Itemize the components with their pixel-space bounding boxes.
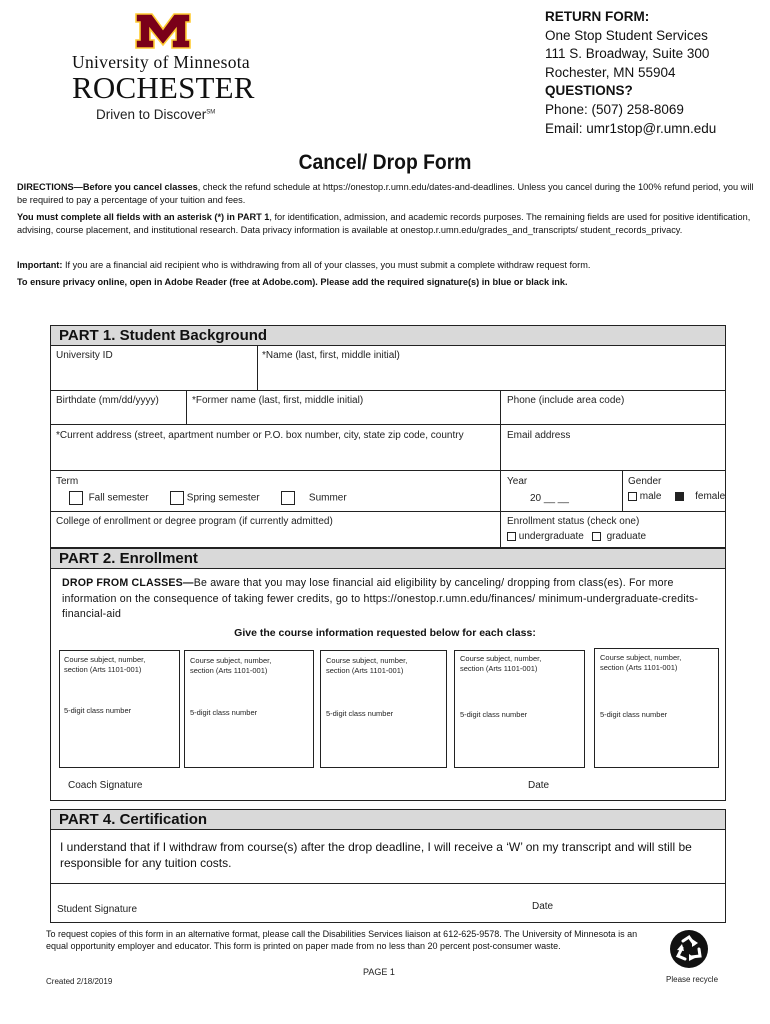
gender-label: Gender [628, 476, 662, 487]
contact-email: Email: umr1stop@r.umn.edu [545, 120, 717, 136]
page-title: Cancel/ Drop Form [298, 151, 472, 174]
university-id-field[interactable] [50, 345, 258, 391]
former-name-label: *Former name (last, first, middle initial) [192, 395, 364, 406]
course-box-1[interactable] [59, 650, 180, 768]
enrollment-status-field [500, 511, 726, 548]
term-option-summer[interactable]: Summer [281, 491, 347, 505]
name-field[interactable] [257, 345, 726, 391]
gender-option-male[interactable]: male [628, 491, 661, 502]
year-value: 20 __ __ [530, 493, 569, 504]
address-label: *Current address (street, apartment number or P.O. box number, city, state zip code, country [56, 430, 464, 441]
female-checkbox[interactable] [675, 492, 684, 501]
fall-checkbox[interactable] [69, 491, 83, 505]
course-box-3[interactable] [320, 650, 447, 768]
course-box-5[interactable] [594, 648, 719, 768]
drop-notice: DROP FROM CLASSES—Be aware that you may lose financial aid eligibility by canceling/ dropping from class(es). For more information on the consequence of taking fewer credits, go to https://onestop.r.umn.edu/finances/ minimum-undergraduate-credits-financial-aid [62, 577, 699, 620]
undergraduate-checkbox[interactable] [507, 532, 516, 541]
birthdate-label: Birthdate (mm/dd/yyyy) [56, 395, 159, 406]
term-option-fall[interactable]: Fall semester [69, 491, 149, 505]
student-signature-label: Student Signature [57, 904, 138, 915]
return-line: 111 S. Broadway, Suite 300 [545, 46, 710, 62]
address-field[interactable] [50, 424, 501, 471]
created-date: Created 2/18/2019 [46, 977, 113, 986]
class-number-label: 5-digit class number [326, 709, 394, 718]
class-number-label: 5-digit class number [190, 708, 258, 717]
part2-heading: PART 2. Enrollment [50, 548, 726, 569]
recycle-label: Please recycle [666, 975, 719, 984]
course-subject-label: Course subject, number, section (Arts 1101-001) [326, 656, 408, 675]
year-field[interactable] [500, 470, 623, 512]
coach-signature-label: Coach Signature [68, 780, 143, 791]
class-number-label: 5-digit class number [600, 710, 668, 719]
student-signature-field[interactable] [50, 883, 726, 923]
student-date-label: Date [532, 901, 554, 912]
email-field[interactable] [500, 424, 726, 471]
status-option-graduate[interactable]: graduate [592, 531, 646, 542]
status-option-undergraduate[interactable]: undergraduate [507, 531, 584, 542]
gender-field [622, 470, 726, 512]
graduate-checkbox[interactable] [592, 532, 601, 541]
term-option-spring[interactable]: Spring semester [170, 491, 260, 505]
class-number-label: 5-digit class number [64, 706, 132, 715]
coach-date-label: Date [528, 780, 550, 791]
course-box-2[interactable] [184, 650, 314, 768]
course-box-4[interactable] [454, 650, 585, 768]
part1-heading: PART 1. Student Background [50, 325, 726, 346]
return-line: Rochester, MN 55904 [545, 64, 676, 80]
course-subject-label: Course subject, number, section (Arts 1101-001) [64, 655, 146, 674]
return-info [545, 8, 716, 138]
name-label: *Name (last, first, middle initial) [262, 350, 400, 361]
important-paragraph: Important: If you are a financial aid recipient who is withdrawing from all of your classes, you must submit a complete withdraw request form. [17, 260, 591, 270]
course-subject-label: Course subject, number, section (Arts 1101-001) [600, 653, 682, 672]
part4-heading: PART 4. Certification [50, 809, 726, 830]
former-name-field[interactable] [186, 390, 501, 425]
gender-option-female[interactable]: female [675, 491, 725, 502]
summer-checkbox[interactable] [281, 491, 295, 505]
return-line: One Stop Student Services [545, 27, 708, 43]
university-name: University of Minnesota [72, 52, 250, 72]
term-label: Term [56, 476, 79, 487]
contact-phone: Phone: (507) 258-8069 [545, 101, 684, 117]
male-checkbox[interactable] [628, 492, 637, 501]
college-label: College of enrollment or degree program (if currently admitted) [56, 516, 333, 527]
certification-text: I understand that if I withdraw from course(s) after the drop deadline, I will receive a ‘W’ on my transcript and will still be responsible for any tuition costs. [60, 840, 692, 870]
university-m-logo [134, 12, 192, 50]
birthdate-field[interactable] [50, 390, 187, 425]
spring-checkbox[interactable] [170, 491, 184, 505]
phone-label: Phone (include area code) [507, 395, 625, 406]
class-number-label: 5-digit class number [460, 710, 528, 719]
campus-name: ROCHESTER [72, 70, 255, 105]
asterisk-paragraph: You must complete all fields with an asterisk (*) in PART 1, for identification, admission, and academic records purposes. The remaining fields are used for positive identification, advising, course placement, and institutional research. Data privacy information is available at onestop.r.umn.edu/grades_and_transcripts/ student_records_privacy. [17, 212, 751, 236]
recycle-icon [669, 929, 709, 969]
college-field[interactable] [50, 511, 501, 548]
course-subject-label: Course subject, number, section (Arts 1101-001) [190, 656, 272, 675]
email-label: Email address [507, 430, 571, 441]
accessibility-notice: To request copies of this form in an alternative format, please call the Disabilities Services liaison at 612-625-9578. The University of Minnesota is an equal opportunity employer and educator. This form is printed on paper made from no less than 20 percent post-consumer waste. [46, 929, 638, 951]
return-heading: RETURN FORM: [545, 9, 650, 24]
course-subject-label: Course subject, number, section (Arts 1101-001) [460, 654, 542, 673]
phone-field[interactable] [500, 390, 726, 425]
enrollment-status-label: Enrollment status (check one) [507, 516, 640, 527]
privacy-paragraph: To ensure privacy online, open in Adobe Reader (free at Adobe.com). Please add the required signature(s) in blue or black ink. [17, 277, 568, 287]
page-number: PAGE 1 [363, 967, 395, 977]
university-id-label: University ID [56, 350, 113, 361]
course-instructions: Give the course information requested below for each class: [234, 627, 536, 639]
questions-heading: QUESTIONS? [545, 83, 633, 99]
tagline: Driven to Discover℠ [96, 107, 216, 122]
year-label: Year [507, 476, 528, 487]
term-field [50, 470, 501, 512]
directions-paragraph: DIRECTIONS—Before you cancel classes, check the refund schedule at https://onestop.r.umn.edu/dates-and-deadlines. Unless you cancel during the 100% refund period, you will be required to pay a percentage of your tuition and fees. [17, 182, 754, 206]
